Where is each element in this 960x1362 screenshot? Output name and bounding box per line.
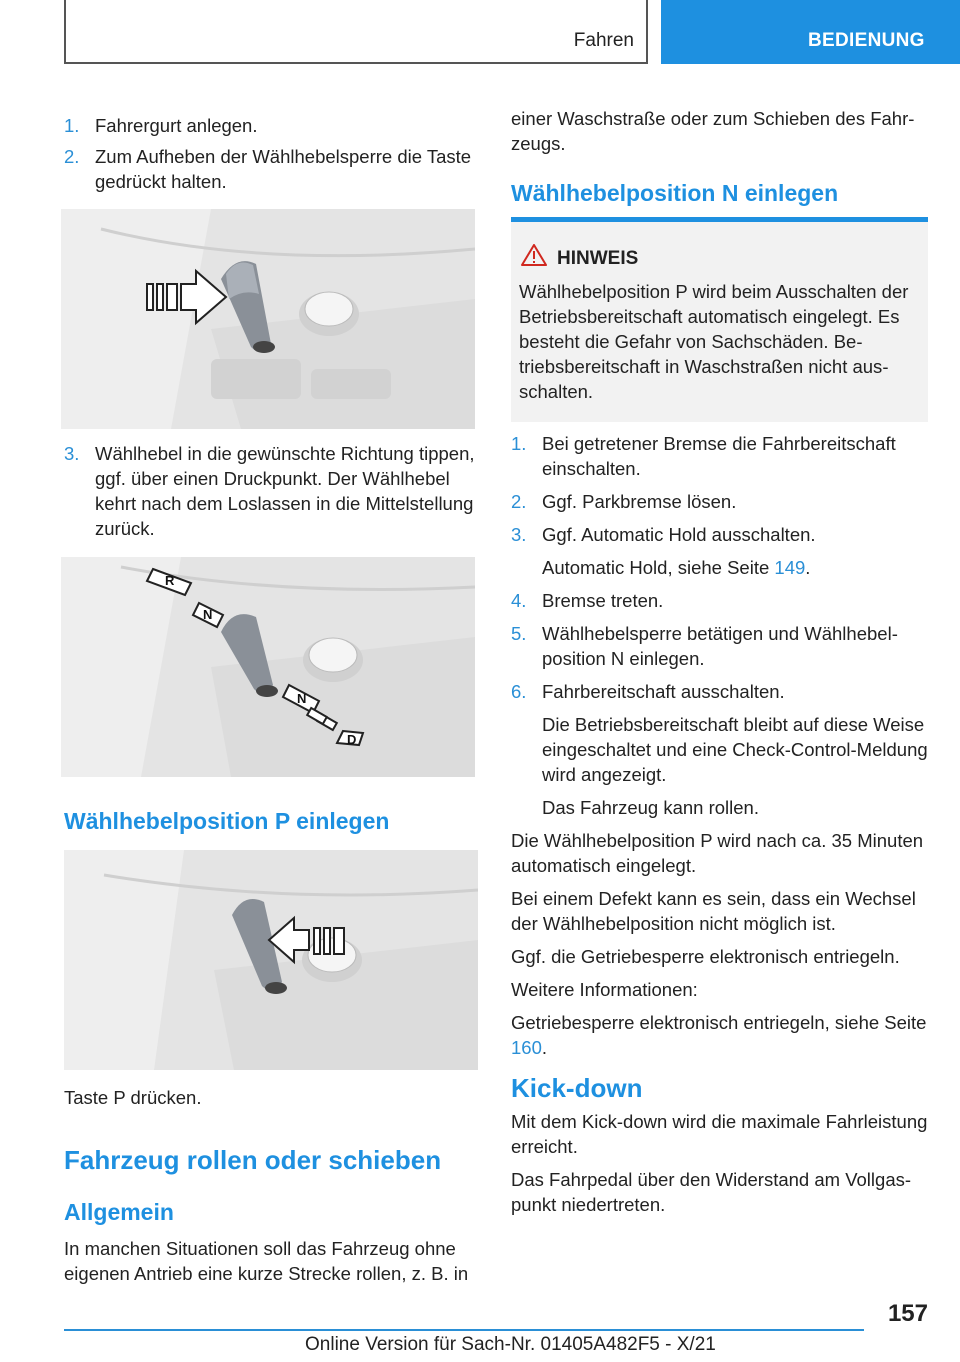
step-text: Ggf. Automatic Hold ausschalten. [542, 524, 816, 545]
paragraph-see-page [511, 1010, 928, 1060]
footer-text: Online Version für Sach-Nr. 01405A482F5 - X/21 [305, 1334, 716, 1355]
left-steps-a [64, 113, 478, 194]
subheading-allgemein: Allgemein [64, 1199, 174, 1225]
paragraph-defect: Bei einem Defekt kann es sein, dass ein Wechsel der Wählhebelposition nicht möglich ist. [511, 888, 916, 934]
step-text: Ggf. Parkbremse lösen. [542, 491, 737, 512]
header-tab-bedienung [661, 0, 960, 64]
step-text: Bremse treten. [542, 590, 664, 611]
figure-press-p [64, 850, 478, 1070]
see-page-text: Getriebesperre elektronisch entriegeln, siehe Seite [511, 1012, 927, 1033]
caption-text: Taste P drücken. [64, 1087, 202, 1108]
list-item [511, 522, 928, 547]
list-item [64, 113, 478, 138]
heading-kick-down: Kick-down [511, 1073, 643, 1103]
page-link-160[interactable]: 160 [511, 1037, 542, 1058]
kick-down-paragraphs [511, 1109, 928, 1217]
heading-position-p: Wählhebelposition P einlegen [64, 808, 390, 834]
fig-label-d: D [347, 732, 357, 747]
step-number: 4. [511, 590, 527, 611]
step-number: 1. [64, 115, 80, 136]
step-6-sub-1: Die Betriebsbereitschaft bleibt auf diese Weise eingeschaltet und eine Check-Control-Meldung wird angezeigt. [542, 714, 928, 785]
step-number: 2. [511, 491, 527, 512]
step-number: 5. [511, 623, 527, 644]
allgemein-text: In manchen Situationen soll das Fahrzeug ohne eigenen Antrieb eine kurze Strecke rollen, z. B. in [64, 1238, 469, 1284]
continuation-text: einer Waschstraße oder zum Schieben des Fahrzeugs. [511, 108, 915, 154]
kick-down-text-1: Mit dem Kick-down wird die maximale Fahrleistung erreicht. [511, 1111, 928, 1157]
right-continuation [511, 106, 928, 156]
fig-label-r: R [165, 573, 175, 588]
step-number: 3. [511, 524, 527, 545]
paragraph-auto-p: Die Wählhebelposition P wird nach ca. 35 Minuten automatisch eingelegt. [511, 830, 924, 876]
step-3-sub [511, 555, 928, 580]
step-6-sub-2: Das Fahrzeug kann rollen. [542, 797, 759, 818]
step-3-sub-text: Automatic Hold, siehe Seite [542, 557, 775, 578]
page-link-149[interactable]: 149 [774, 557, 806, 578]
notice-box [511, 222, 928, 422]
step-text: Wählhebelsperre betätigen und Wählhebelposition N einlegen. [542, 623, 898, 669]
figure-gear-lever-unlock [61, 209, 475, 429]
right-steps [511, 431, 928, 1060]
figure-gear-lever-directions [61, 557, 475, 777]
fig-label-n-bottom: N [297, 691, 307, 706]
notice-body: Wählhebelposition P wird beim Ausschalten der Betriebsbereitschaft automatisch eingelegt. Es besteht die Gefahr von Sachschäden. Betriebsbereitschaft in Waschstraßen nicht ausschalten. [519, 281, 909, 402]
header-section-box [64, 0, 648, 64]
step-number: 3. [64, 443, 80, 464]
list-item [511, 621, 928, 671]
paragraph-more-info: Weitere Informationen: [511, 979, 698, 1000]
step-3-sub-end: . [805, 557, 811, 578]
step-number: 6. [511, 681, 527, 702]
header-tab-label: BEDIENUNG [808, 30, 925, 51]
warning-icon [521, 244, 547, 266]
heading-position-n: Wählhebelposition N einlegen [511, 180, 839, 206]
header-section-title: Fahren [573, 30, 634, 51]
caption-press-p [64, 1085, 478, 1110]
list-item [511, 679, 928, 704]
list-item [511, 489, 928, 514]
step-text: Fahrbereitschaft ausschalten. [542, 681, 785, 702]
fig-label-n-top: N [203, 607, 213, 622]
step-text: Zum Aufheben der Wählhebelsperre die Taste gedrückt halten. [95, 146, 472, 192]
step-text: Fahrergurt anlegen. [95, 115, 258, 136]
page-number: 157 [887, 1300, 928, 1327]
heading-rollen: Fahrzeug rollen oder schieben [64, 1145, 442, 1175]
step-text: Wählhebel in die gewünschte Richtung tippen, ggf. über einen Druckpunkt. Der Wählhebel kehrt nach dem Loslassen in die Mittelstellung zurück. [95, 443, 475, 539]
list-item [511, 431, 928, 481]
list-item [64, 144, 478, 194]
step-number: 2. [64, 146, 80, 167]
list-item [511, 588, 928, 613]
list-item [64, 441, 478, 541]
notice-title: HINWEIS [557, 248, 639, 269]
left-step-3 [64, 441, 478, 541]
step-number: 1. [511, 433, 527, 454]
allgemein-paragraph [64, 1236, 478, 1286]
paragraph-unlock: Ggf. die Getriebesperre elektronisch entriegeln. [511, 946, 900, 967]
see-page-end: . [541, 1037, 548, 1058]
footer-divider [64, 1329, 864, 1331]
step-text: Bei getretener Bremse die Fahrbereitschaft einschalten. [542, 433, 896, 479]
kick-down-text-2: Das Fahrpedal über den Widerstand am Vollgaspunkt niedertreten. [511, 1169, 912, 1215]
